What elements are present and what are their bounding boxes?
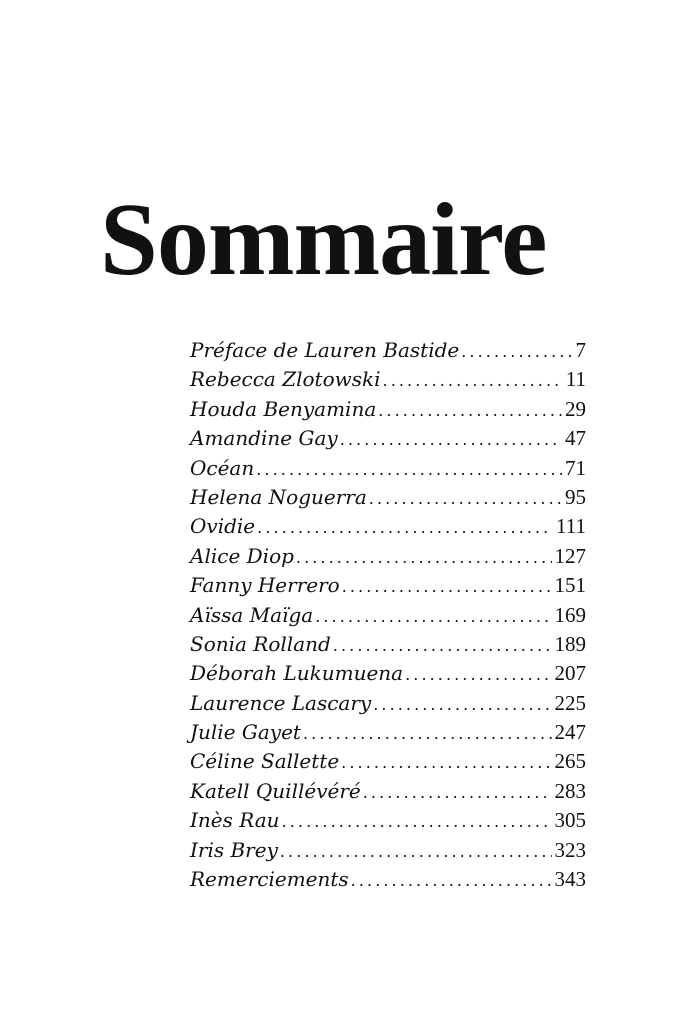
page-title: Sommaire [100,182,547,297]
dot-leader [257,513,553,542]
dot-leader [341,748,551,777]
toc-entry [190,365,586,394]
dot-leader [342,572,552,601]
toc-entry [190,395,586,424]
toc-entry-label: Rebecca Zlotowski [190,367,381,392]
toc-entry-label: Océan [190,455,255,480]
dot-leader [282,807,552,836]
dot-leader [340,425,562,454]
toc-entry-page: 127 [554,543,586,568]
toc-entry-page: 265 [554,749,586,774]
toc-entry [190,836,586,865]
toc-entry [190,542,586,571]
toc-entry [190,689,586,718]
toc-entry-label: Helena Noguerra [190,484,367,509]
toc-entry-page: 169 [554,602,586,627]
dot-leader [405,660,551,689]
toc-entry-page: 207 [554,661,586,686]
toc-entry-label: Remerciements [190,867,349,892]
toc-entry-label: Katell Quillévéré [190,778,361,803]
toc-entry-page: 323 [554,837,586,862]
toc-entry-label: Ovidie [190,514,256,539]
toc-entry-page: 151 [554,573,586,598]
dot-leader [378,396,562,425]
toc-entry-page: 29 [565,396,586,421]
toc-entry [190,424,586,453]
toc-entry-label: Céline Sallette [190,749,340,774]
toc-entry-page: 111 [556,514,586,539]
toc-entry-label: Inès Rau [190,808,280,833]
toc-entry-page: 71 [565,455,586,480]
toc-entry [190,512,586,541]
table-of-contents [190,336,586,894]
toc-entry [190,336,586,365]
toc-entry [190,865,586,894]
dot-leader [461,337,572,366]
toc-entry-page: 95 [565,484,586,509]
toc-entry [190,483,586,512]
toc-entry-page: 283 [554,778,586,803]
dot-leader [369,484,562,513]
toc-entry-label: Déborah Lukumuena [190,661,404,686]
dot-leader [280,837,552,866]
toc-entry-page: 305 [554,808,586,833]
toc-entry [190,601,586,630]
toc-entry [190,454,586,483]
toc-entry-label: Iris Brey [190,837,278,862]
toc-entry-label: Sonia Rolland [190,631,331,656]
toc-entry-label: Amandine Gay [190,426,338,451]
dot-leader [303,719,552,748]
toc-entry-label: Fanny Herrero [190,573,340,598]
toc-entry-page: 225 [554,690,586,715]
toc-entry-label: Aïssa Maïga [190,602,314,627]
toc-entry-label: Houda Benyamina [190,396,377,421]
dot-leader [373,690,551,719]
toc-entry-page: 11 [565,367,586,392]
dot-leader [296,543,552,572]
toc-entry [190,747,586,776]
toc-entry [190,777,586,806]
toc-entry [190,630,586,659]
toc-entry [190,806,586,835]
dot-leader [315,602,551,631]
toc-entry [190,571,586,600]
toc-entry-label: Alice Diop [190,543,294,568]
toc-entry-page: 343 [554,867,586,892]
dot-leader [351,866,552,895]
dot-leader [333,631,552,660]
dot-leader [363,778,552,807]
toc-entry-page: 247 [554,720,586,745]
toc-entry [190,718,586,747]
dot-leader [383,366,563,395]
dot-leader [256,455,562,484]
toc-entry-page: 7 [575,338,586,362]
toc-entry-label: Préface de Lauren Bastide [190,338,460,362]
toc-entry-page: 189 [554,631,586,656]
toc-entry-label: Laurence Lascary [190,690,372,715]
toc-entry-page: 47 [565,426,586,451]
toc-entry-label: Julie Gayet [190,720,301,745]
toc-entry [190,659,586,688]
